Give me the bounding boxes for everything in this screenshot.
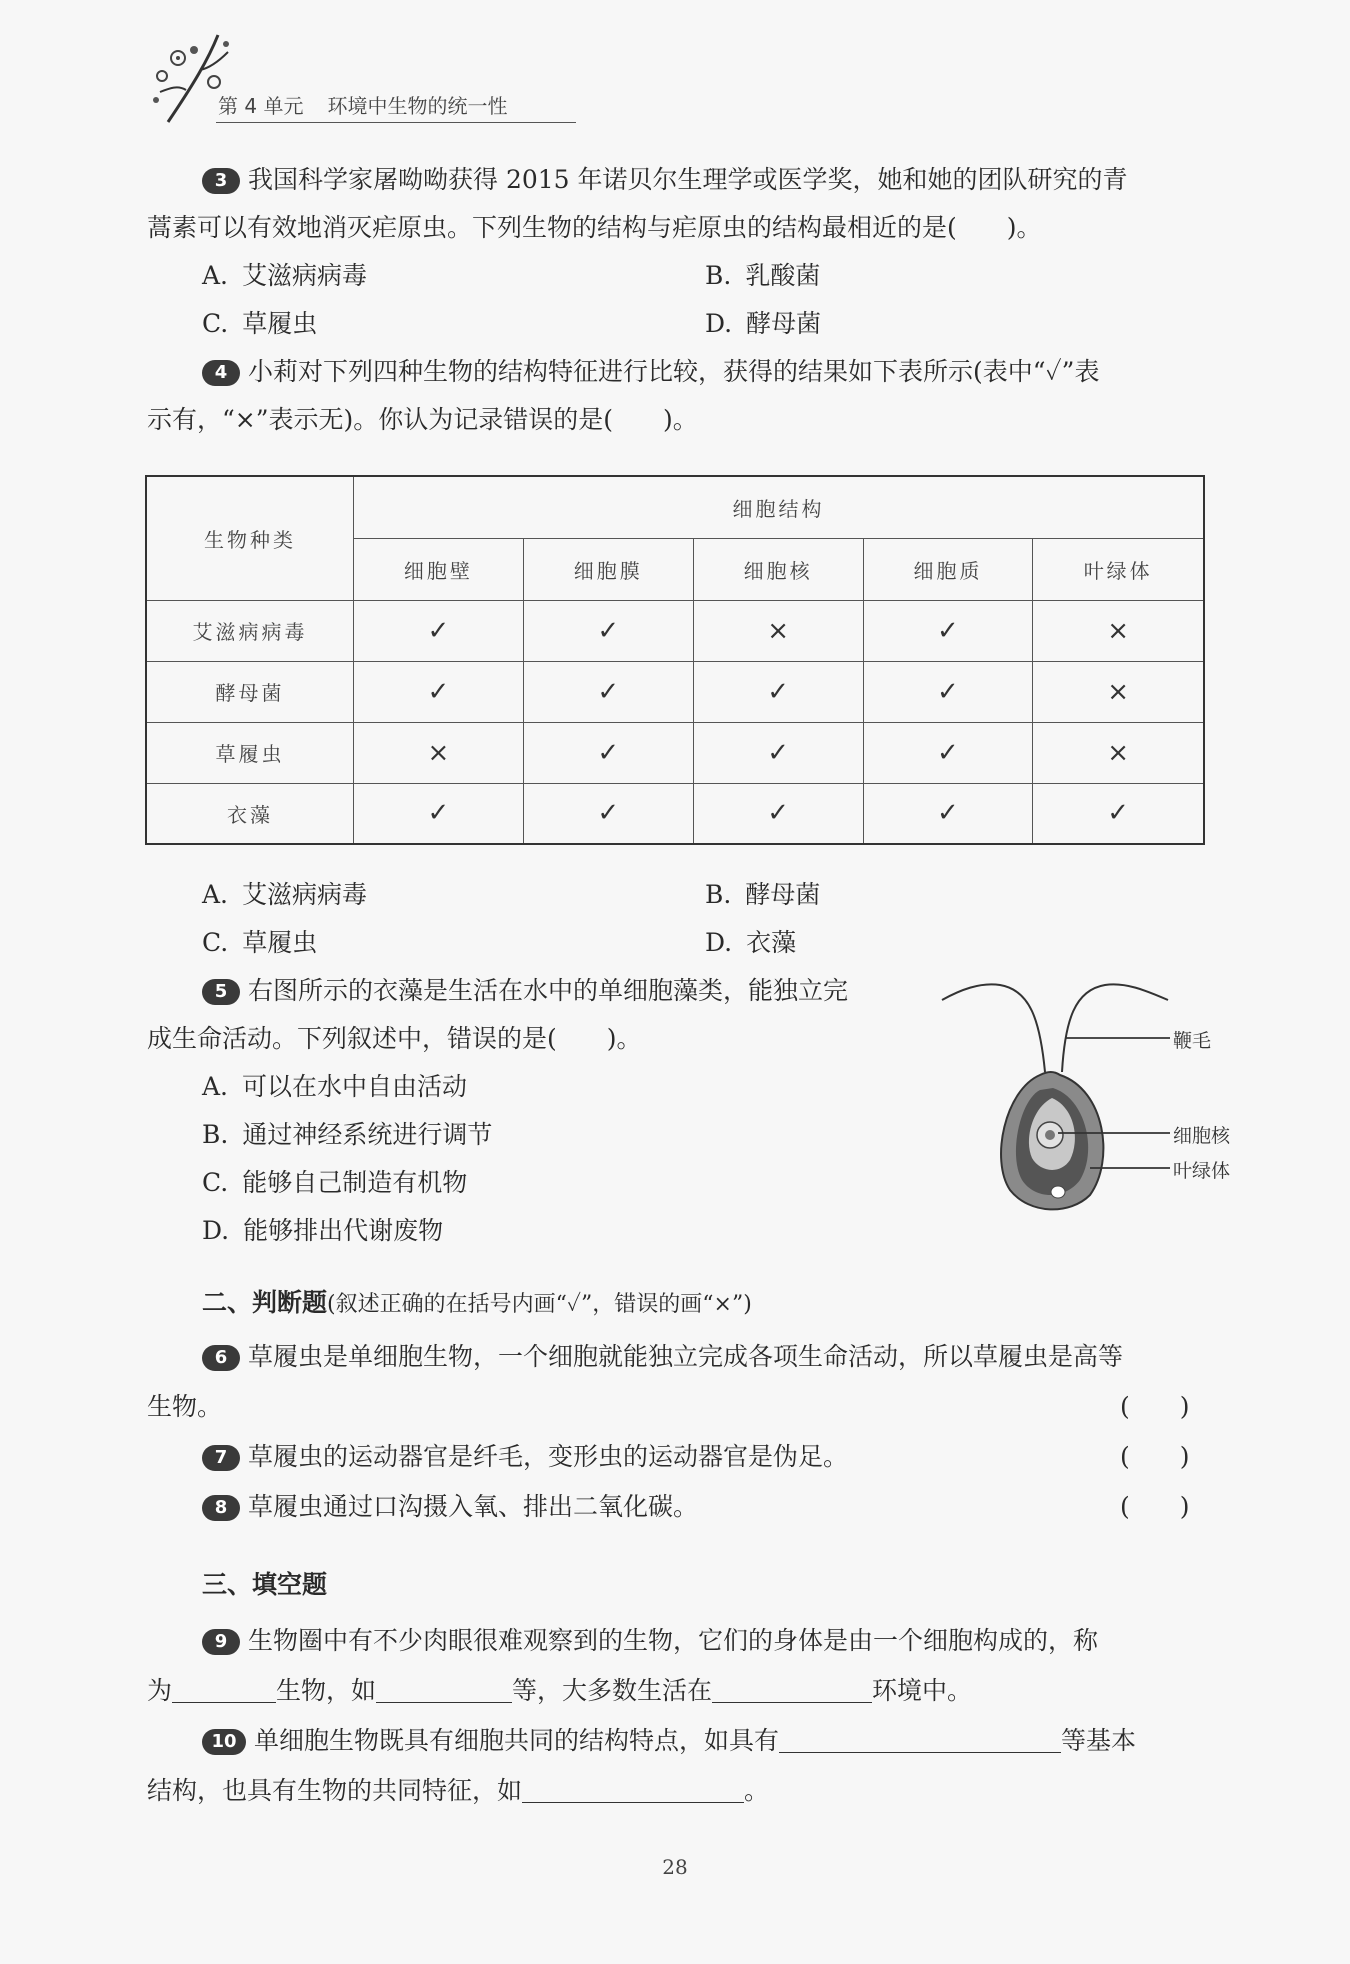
q5-line2: 成生命活动。下列叙述中，错误的是( )。 [147, 1024, 642, 1053]
column-header: 细胞膜 [523, 538, 693, 600]
q3-option-b[interactable]: B. 乳酸菌 [705, 261, 821, 290]
chlamydomonas-figure [940, 980, 1231, 1230]
q6-line2: 生物。 [147, 1392, 223, 1421]
table-cell: ✓ [523, 600, 693, 661]
q5-option-a[interactable]: A. 可以在水中自由活动 [202, 1072, 468, 1101]
question-number-badge: 7 [202, 1445, 240, 1471]
q4-line2: 示有，“×”表示无)。你认为记录错误的是( )。 [147, 405, 698, 434]
table-cell: × [1033, 661, 1204, 722]
q8-line: 8 草履虫通过口沟摄入氧、排出二氧化碳。 [202, 1490, 698, 1524]
page-number: 28 [662, 1855, 688, 1879]
q3-option-d[interactable]: D. 酵母菌 [705, 309, 822, 338]
table-cell: ✓ [693, 722, 863, 783]
q4-option-c[interactable]: C. 草履虫 [202, 928, 318, 957]
section-2-note: (叙述正确的在括号内画“✓”，错误的画“×”) [327, 1292, 752, 1317]
column-header: 细胞壁 [354, 538, 524, 600]
question-number-badge: 9 [202, 1629, 240, 1655]
table-cell: × [1033, 722, 1204, 783]
column-header: 细胞核 [693, 538, 863, 600]
organism-name: 衣藻 [146, 783, 354, 844]
table-row [146, 661, 1204, 722]
table-cell: ✓ [1033, 783, 1204, 844]
cell-structure-table [145, 475, 1205, 845]
table-cell: ✓ [863, 783, 1033, 844]
table-cell: ✓ [523, 722, 693, 783]
table-cell: ✓ [523, 783, 693, 844]
unit-label: 第 4 单元 [218, 94, 304, 118]
question-number-badge: 6 [202, 1345, 240, 1371]
page-header [148, 30, 608, 130]
question-number-badge: 10 [202, 1729, 246, 1755]
q9-line2: 为 生物，如 等，大多数生活在 环境中。 [147, 1676, 973, 1705]
row-header-cell: 生物种类 [146, 476, 354, 600]
q3-option-c[interactable]: C. 草履虫 [202, 309, 318, 338]
table-row [146, 722, 1204, 783]
q4-option-d[interactable]: D. 衣藻 [705, 928, 797, 957]
q4-option-a[interactable]: A. 艾滋病病毒 [202, 880, 368, 909]
table-cell: ✓ [863, 600, 1033, 661]
unit-title: 环境中生物的统一性 [327, 94, 508, 118]
q9-blank-1[interactable] [172, 1676, 276, 1703]
q9-line1: 9 生物圈中有不少肉眼很难观察到的生物，它们的身体是由一个细胞构成的，称 [202, 1624, 1098, 1658]
table-cell: ✓ [354, 661, 524, 722]
q7-answer-paren[interactable]: ( ) [1120, 1442, 1190, 1471]
organism-name: 酵母菌 [146, 661, 354, 722]
table-cell: ✓ [693, 783, 863, 844]
table-row [146, 783, 1204, 844]
section-3-title: 三、填空题 [202, 1570, 328, 1599]
table-cell: ✓ [354, 600, 524, 661]
column-header: 叶绿体 [1033, 538, 1204, 600]
table-cell: × [354, 722, 524, 783]
q4-line1: 4 小莉对下列四种生物的结构特征进行比较，获得的结果如下表所示(表中“✓”表 [202, 355, 1099, 389]
q10-blank-2[interactable] [522, 1776, 744, 1803]
q9-blank-3[interactable] [712, 1676, 872, 1703]
q5-line1: 5 右图所示的衣藻是生活在水中的单细胞藻类，能独立完 [202, 974, 848, 1008]
table-row [146, 600, 1204, 661]
q10-blank-1[interactable] [779, 1726, 1061, 1753]
q10-line1: 10 单细胞生物既具有细胞共同的结构特点，如具有 等基本 [202, 1724, 1136, 1758]
nucleus-label: 细胞核 [1173, 1125, 1231, 1147]
table-cell: ✓ [863, 661, 1033, 722]
chlamydomonas-illustration [940, 980, 1210, 1230]
group-header-cell: 细胞结构 [354, 476, 1205, 538]
flagella-label: 鞭毛 [1173, 1030, 1212, 1052]
q3-option-a[interactable]: A. 艾滋病病毒 [202, 261, 368, 290]
table-cell: ✓ [354, 783, 524, 844]
question-number-badge: 8 [202, 1495, 240, 1521]
header-rule [216, 122, 576, 123]
q3-line1: 3 我国科学家屠呦呦获得 2015 年诺贝尔生理学或医学奖，她和她的团队研究的青 [202, 163, 1128, 197]
organism-name: 艾滋病病毒 [146, 600, 354, 661]
section-2-title: 二、判断题(叙述正确的在括号内画“✓”，错误的画“×”) [202, 1288, 752, 1317]
q9-blank-2[interactable] [376, 1676, 512, 1703]
q8-answer-paren[interactable]: ( ) [1120, 1492, 1190, 1521]
table-cell: × [693, 600, 863, 661]
organism-name: 草履虫 [146, 722, 354, 783]
q6-line1: 6 草履虫是单细胞生物，一个细胞就能独立完成各项生命活动，所以草履虫是高等 [202, 1340, 1123, 1374]
table-cell: × [1033, 600, 1204, 661]
q10-line2: 结构，也具有生物的共同特征，如 。 [147, 1776, 770, 1805]
chloroplast-label: 叶绿体 [1173, 1160, 1231, 1182]
question-number-badge: 5 [202, 979, 240, 1005]
question-number-badge: 3 [202, 168, 240, 194]
q6-answer-paren[interactable]: ( ) [1120, 1392, 1190, 1421]
table-cell: ✓ [863, 722, 1033, 783]
question-number-badge: 4 [202, 360, 240, 386]
q7-line: 7 草履虫的运动器官是纤毛，变形虫的运动器官是伪足。 [202, 1440, 848, 1474]
q5-option-b[interactable]: B. 通过神经系统进行调节 [202, 1120, 493, 1149]
table-cell: ✓ [693, 661, 863, 722]
q4-option-b[interactable]: B. 酵母菌 [705, 880, 821, 909]
column-header: 细胞质 [863, 538, 1033, 600]
q5-option-d[interactable]: D. 能够排出代谢废物 [202, 1216, 444, 1245]
q5-option-c[interactable]: C. 能够自己制造有机物 [202, 1168, 468, 1197]
q3-line2: 蒿素可以有效地消灭疟原虫。下列生物的结构与疟原虫的结构最相近的是( )。 [147, 213, 1042, 242]
table-cell: ✓ [523, 661, 693, 722]
